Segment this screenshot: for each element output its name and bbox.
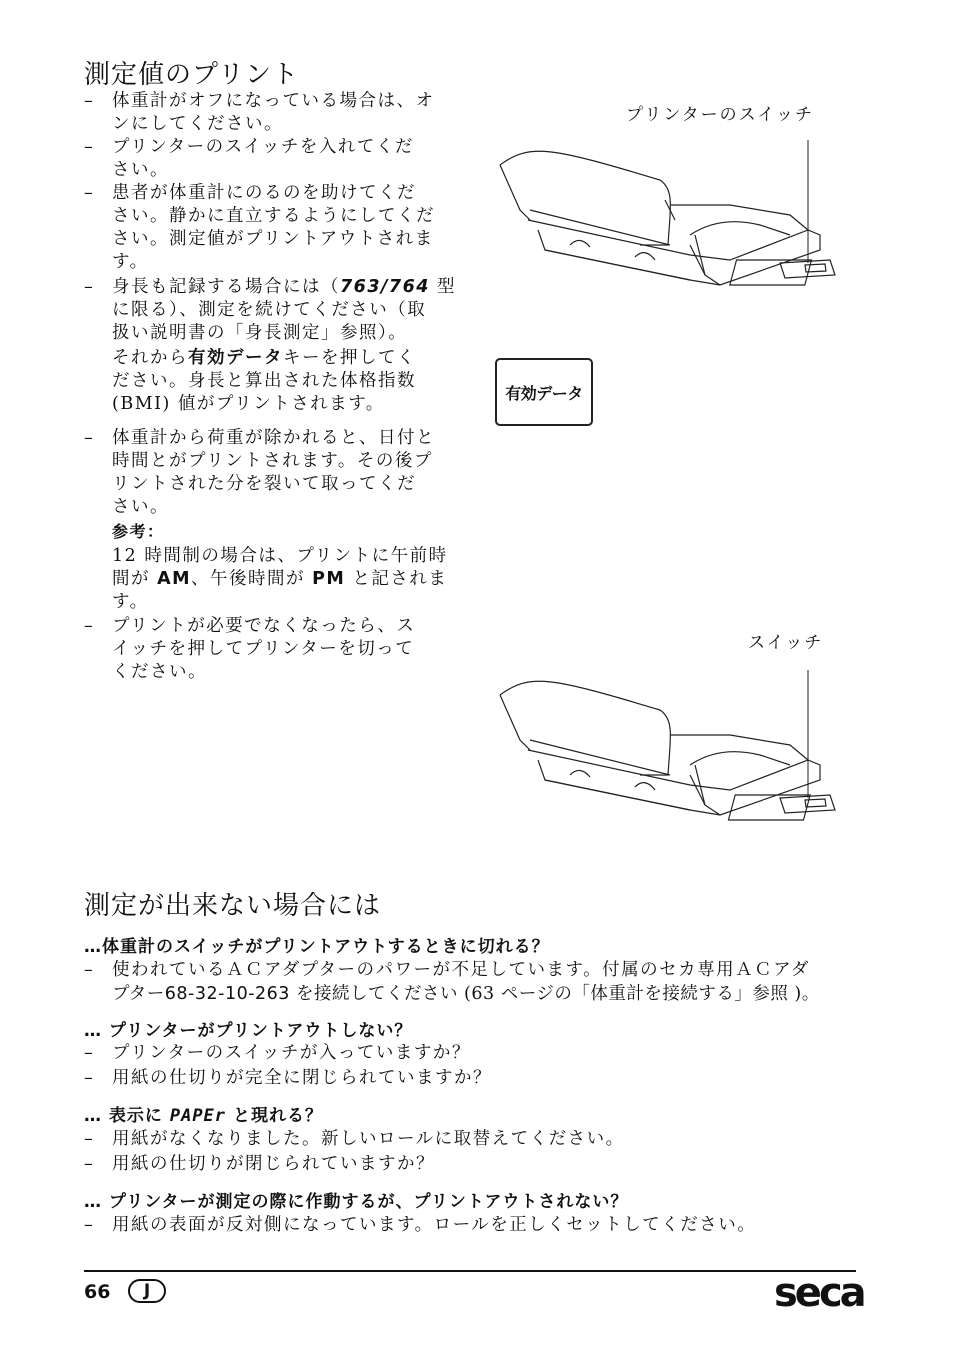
text-line: さい。静かに直立するようにしてくだ (112, 206, 435, 226)
section-title-print: 測定値のプリント (84, 60, 299, 90)
text-line: さい。測定値がプリントアウトされま (112, 229, 434, 249)
text-line (112, 568, 448, 591)
text-line: に限る）、測定を続けてください（取 (112, 300, 427, 320)
text-line: さい。 (112, 160, 169, 180)
caption-switch: スイッチ (748, 633, 824, 653)
bullet-dash: – (84, 277, 95, 297)
item-text (112, 520, 448, 614)
answer-text: 用紙の仕切りが閉じられていますか？ (112, 1154, 435, 1174)
section-title-troubleshooting: 測定が出来ない場合には (84, 891, 382, 921)
text-fragment: 型 (429, 277, 457, 297)
text-line: ださい。身長と算出された体格指数 (112, 371, 416, 391)
item-text (112, 276, 456, 345)
text-fragment: … 表示に (84, 1106, 170, 1126)
valid-data-key: 有効データ (495, 358, 593, 426)
text-line: す。 (112, 252, 149, 272)
question-heading: …体重計のスイッチがプリントアウトするときに切れる？ (84, 937, 550, 957)
text-fragment: と現れる？ (226, 1106, 323, 1126)
text-line (112, 276, 456, 299)
bullet-dash: – (84, 1215, 95, 1235)
bullet-dash: – (84, 1043, 95, 1063)
item-text (112, 427, 435, 519)
language-badge: J (128, 1279, 166, 1303)
text-fragment: それから (112, 348, 188, 368)
text-line: ください。 (112, 662, 207, 682)
footer-rule (84, 1270, 856, 1272)
text-line: 患者が体重計にのるのを助けてくだ (112, 183, 416, 203)
item-text (112, 347, 416, 416)
item-text (112, 182, 435, 274)
text-fragment: 、午後時間が (191, 569, 313, 589)
printer-illustration-bottom (490, 665, 860, 830)
question-heading (84, 1101, 323, 1126)
answer-text: 用紙がなくなりました。新しいロールに取替えてください。 (112, 1129, 625, 1149)
text-line: 使われているＡＣアダプターのパワーが不足しています。付属のセカ専用ＡＣアダ (112, 960, 810, 980)
text-line (112, 347, 416, 370)
text-fragment: を接続してください (63 ページの「体重計を接続する」参照 )。 (289, 984, 820, 1004)
text-line: ンにしてください。 (112, 114, 283, 134)
text-line: 12 時間制の場合は、プリントに午前時 (112, 546, 448, 566)
seca-logo: seca (774, 1270, 864, 1316)
text-line: さい。 (112, 497, 169, 517)
bullet-dash: – (84, 1068, 95, 1088)
text-line: イッチを押してプリンターを切って (112, 639, 415, 659)
answer-text: 用紙の仕切りが完全に閉じられていますか？ (112, 1068, 492, 1088)
display-code: PAPEr (169, 1106, 227, 1126)
bullet-dash: – (84, 91, 95, 111)
printer-illustration-top (490, 135, 860, 295)
answer-text: 用紙の表面が反対側になっています。ロールを正しくセットしてください。 (112, 1215, 757, 1235)
text-fragment: 間が (112, 569, 158, 589)
text-line: (BMI) 値がプリントされます。 (112, 394, 385, 414)
text-line: プリントが必要でなくなったら、ス (112, 616, 416, 636)
pm-label: PM (312, 569, 346, 589)
text-line: 体重計から荷重が除かれると、日付と (112, 428, 435, 448)
text-line: リントされた分を裂いて取ってくだ (112, 474, 416, 494)
answer-text (112, 958, 872, 1006)
text-line: 扱い説明書の「身長測定」参照）。 (112, 323, 408, 343)
bullet-dash: – (84, 1129, 95, 1149)
text-fragment: キーを押してく (283, 348, 416, 368)
note-label: 参考： (112, 522, 165, 541)
item-text (112, 90, 434, 136)
answer-text: プリンターのスイッチが入っていますか？ (112, 1043, 471, 1063)
part-number: 68-32-10-263 (164, 984, 290, 1004)
item-text (112, 136, 414, 182)
text-fragment: 身長も記録する場合には（ (112, 277, 340, 297)
bullet-dash: – (84, 960, 95, 980)
bullet-dash: – (84, 1154, 95, 1174)
bullet-dash: – (84, 616, 95, 636)
text-line: 時間とがプリントされます。その後プ (112, 451, 433, 471)
question-heading: … プリンターがプリントアウトしない？ (84, 1021, 413, 1041)
bullet-dash: – (84, 183, 95, 203)
page-number: 66 (84, 1281, 111, 1303)
key-name: 有効データ (188, 348, 283, 368)
model-number: 763/764 (340, 277, 430, 297)
bullet-dash: – (84, 428, 95, 448)
bullet-dash: – (84, 137, 95, 157)
text-fragment: プター (112, 984, 165, 1004)
question-heading: … プリンターが測定の際に作動するが、プリントアウトされない？ (84, 1192, 629, 1212)
caption-printer-switch: プリンターのスイッチ (626, 105, 814, 125)
text-line: す。 (112, 592, 149, 612)
am-label: AM (157, 569, 192, 589)
text-line (112, 982, 872, 1006)
item-text (112, 615, 415, 684)
text-fragment: と記されま (345, 569, 448, 589)
text-line: 体重計がオフになっている場合は、オ (112, 91, 435, 111)
text-line: プリンターのスイッチを入れてくだ (112, 137, 414, 157)
